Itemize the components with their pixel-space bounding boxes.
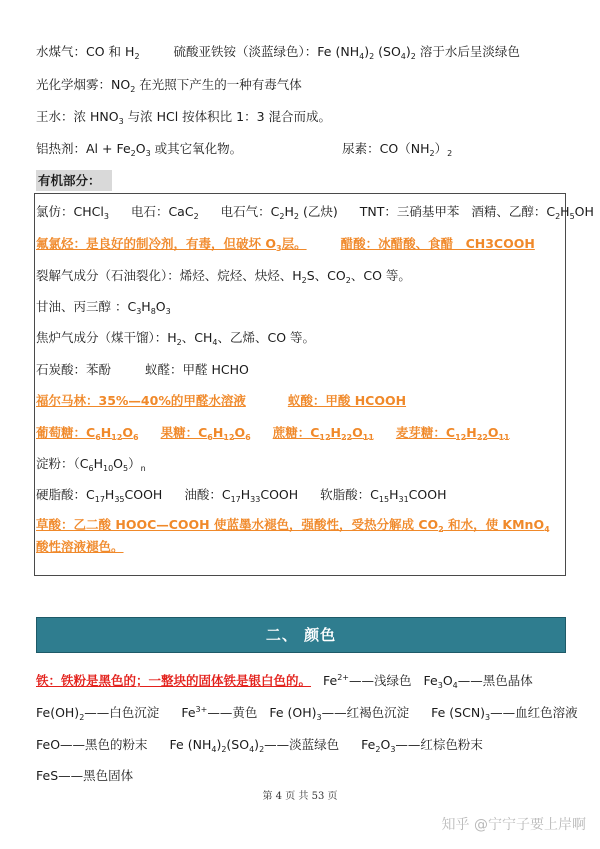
starch-line: 淀粉：$(C_6H_{10}O_5)_n$: [36, 456, 146, 473]
glycerol-line: 甘油、丙三醇 ：$C_3H_8O_3$: [36, 299, 171, 316]
page-footer: 第 4 页 共 53 页: [262, 791, 338, 802]
organic-line-1: 氯仿：CHCl$_3$ 电石：CaC$_2$ 电石气：$C_2H_2$ (乙炔) TNT：三硝基甲苯 酒精、乙醇：$C_2H_5OH$: [36, 204, 594, 221]
smog-line: 光化学烟雾：$NO_2$ 在光照下产生的一种有毒气体: [36, 77, 302, 94]
color-line-4: FeS——黑色固体: [36, 768, 134, 783]
cracking-gas-line: 裂解气成分（石油裂化）：烯烃、烷烃、炔烃、$H_2S$、$CO_2$、CO 等。: [36, 268, 411, 285]
coke-gas-line: 焦炉气成分（煤干馏）：$H_2$、$CH_4$、乙烯、CO 等。: [36, 330, 316, 347]
color-line-2: $Fe(OH)_2——$白色沉淀 $Fe^{3+}——$黄色 Fe $(OH)_3——$红褐色沉淀 Fe $(SCN)_3——$血红色溶液: [36, 705, 578, 722]
color-line-1: 铁：铁粉是黑色的；一整块的固体铁是银白色的。 $Fe^{2+}——$浅绿色 $Fe_3O_4——$黑色晶体: [36, 673, 533, 690]
color-line-3: FeO——黑色的粉末 Fe $(NH_4)_2(SO_4)_2——$淡蓝绿色 $Fe_2O_3——$红棕色粉末: [36, 737, 483, 754]
watermark: 知乎 @宁宁子要上岸啊: [441, 817, 586, 833]
organic-header: 有机部分：: [36, 170, 112, 191]
section-title-colors: 二、 颜色: [36, 617, 566, 653]
fatty-acids-line: 硬脂酸：$C_{17}H_{35}COOH$ 油酸：$C_{17}H_{33}COOH$ 软脂酸：$C_{15}H_{31}COOH$: [36, 487, 447, 504]
formalin-line: 福尔马林：35%—40%的甲醛水溶液 蚁酸：甲酸 HCOOH: [36, 393, 407, 408]
water-gas-line: 水煤气：CO 和 $H_2$ 硫酸亚铁铵（淡蓝绿色）：Fe $(NH_4)_2$ $(SO_4)_2$ 溶于水后呈淡绿色: [36, 44, 520, 61]
freon-line: 氟氯烃：是良好的制冷剂，有毒，但破坏 $O_3$层。 醋酸：冰醋酸、食醋 CH3COOH: [36, 236, 535, 253]
thermite-line: 铝热剂：$Al + Fe_2O_3$ 或其它氧化物。 尿素：$CO(NH_2)_2$: [36, 141, 453, 158]
phenol-line: 石炭酸：苯酚 蚁醛：甲醛 HCHO: [36, 362, 249, 377]
aqua-regia-line: 王水：浓 $HNO_3$ 与浓 HCl 按体积比 1：3 混合而成。: [36, 109, 332, 126]
sugars-line: 葡萄糖：$C_6H_{12}O_6$ 果糖：$C_6H_{12}O_6$ 蔗糖：$C_{12}H_{22}O_{11}$ 麦芽糖：$C_{12}H_{22}O_{11}$: [36, 425, 510, 442]
oxalic-acid-line: 草酸：乙二酸 HOOC—COOH 使蓝墨水褪色，强酸性，受热分解成 $CO_2$ 和水，使 KMnO$_4$ 酸性溶液褪色。: [36, 517, 550, 554]
